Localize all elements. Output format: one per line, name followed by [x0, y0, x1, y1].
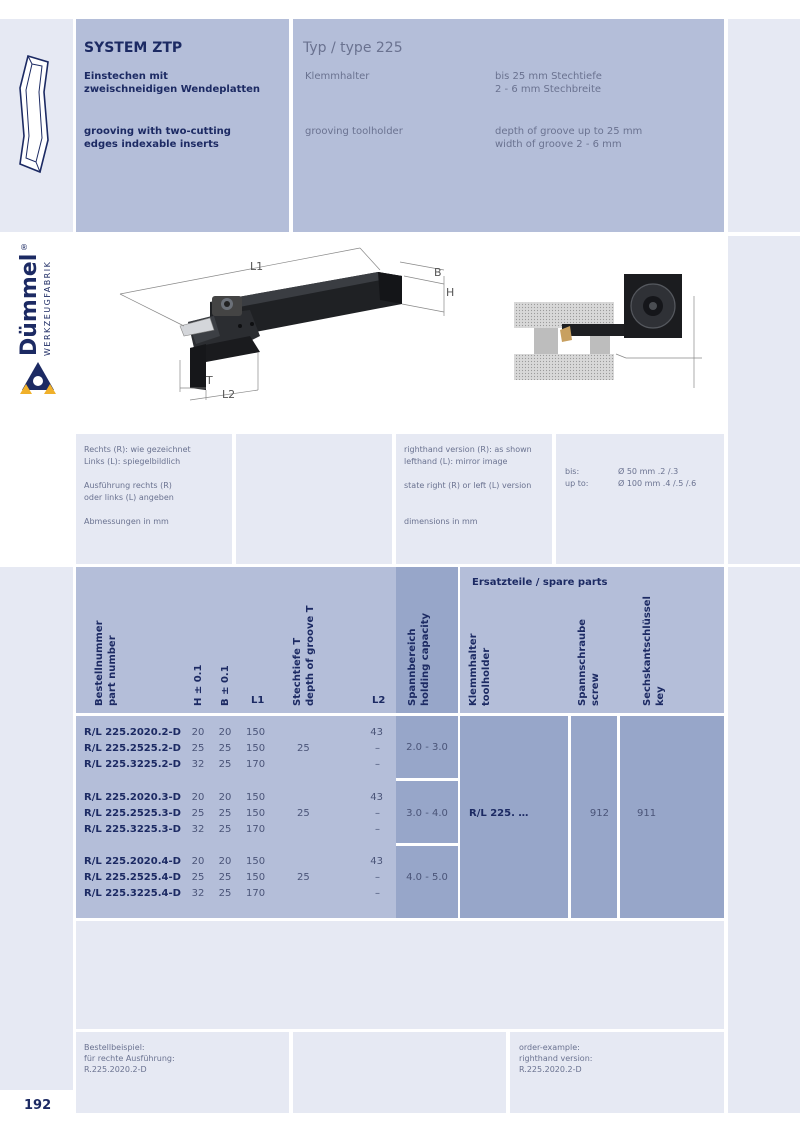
order-de-3: R.225.2020.2-D — [84, 1065, 147, 1074]
brand-subtitle: WERKZEUGFABRIK — [43, 260, 52, 356]
indexable-insert-icon — [14, 52, 54, 176]
header-holder-en: toolholder — [481, 647, 492, 706]
table-row-l1: 150 — [246, 808, 266, 819]
table-row-depth: 25 — [297, 872, 310, 883]
capacity-value-3: 4.0 - 5.0 — [406, 872, 448, 883]
order-en-3: R.225.2020.2-D — [519, 1065, 582, 1074]
table-row-l2: 43 — [370, 792, 383, 803]
table-row-b: 20 — [218, 727, 232, 738]
header-screw-en: screw — [590, 673, 601, 706]
table-row-l1: 170 — [246, 759, 266, 770]
table-row-b: 20 — [218, 792, 232, 803]
header-depth-en: depth of groove T — [305, 605, 316, 706]
header-key-de: Sechskantschlüssel — [642, 596, 653, 706]
table-row-part: R/L 225.2525.2-D — [84, 743, 181, 754]
table-row-l2: – — [375, 888, 380, 899]
dim-b-label: B — [434, 266, 442, 279]
en-desc-line-2: edges indexable inserts — [84, 139, 219, 150]
table-row-part: R/L 225.3225.3-D — [84, 824, 181, 835]
table-row-l1: 150 — [246, 856, 266, 867]
en-spec-line-1: depth of groove up to 25 mm — [495, 126, 643, 137]
table-row-part: R/L 225.2525.4-D — [84, 872, 181, 883]
note-en-4: dimensions in mm — [404, 517, 478, 526]
table-row-h: 32 — [191, 888, 205, 899]
spare-holder-value: R/L 225. … — [469, 808, 529, 819]
order-de-2: für rechte Ausführung: — [84, 1054, 175, 1063]
spare-parts-heading: Ersatzteile / spare parts — [472, 577, 608, 588]
range-label-1: bis: — [565, 467, 580, 476]
order-en-2: righthand version: — [519, 1054, 593, 1063]
header-l2: L2 — [372, 695, 386, 706]
de-desc-line-1: Einstechen mit — [84, 71, 168, 82]
right-panel-bottom — [728, 567, 800, 1113]
table-row-l1: 170 — [246, 888, 266, 899]
table-row-part: R/L 225.2020.2-D — [84, 727, 181, 738]
table-row-part: R/L 225.3225.2-D — [84, 759, 181, 770]
header-holder-de: Klemmhalter — [468, 633, 479, 706]
header-part-en: part number — [107, 635, 118, 706]
table-row-part: R/L 225.2020.3-D — [84, 792, 181, 803]
range-value-1: Ø 50 mm .2 /.3 — [618, 467, 679, 476]
range-label-2: up to: — [565, 479, 589, 488]
notes-range-block — [556, 434, 724, 564]
table-row-b: 20 — [218, 856, 232, 867]
table-row-h: 32 — [191, 824, 205, 835]
en-desc-line-1: grooving with two-cutting — [84, 126, 231, 137]
capacity-value-2: 3.0 - 4.0 — [406, 808, 448, 819]
table-row-h: 20 — [191, 727, 205, 738]
spare-key-value: 911 — [637, 808, 657, 819]
header-l1: L1 — [251, 695, 265, 706]
table-row-l1: 150 — [246, 743, 266, 754]
dim-h-label: H — [446, 286, 455, 299]
note-en-2: lefthand (L): mirror image — [404, 457, 508, 466]
table-row-b: 25 — [218, 824, 232, 835]
table-row-h: 25 — [191, 743, 205, 754]
table-row-l2: – — [375, 824, 380, 835]
header-capacity-de: Spannbereich — [407, 628, 418, 706]
note-de-4: oder links (L) angeben — [84, 493, 174, 502]
header-part-de: Bestellnummer — [94, 620, 105, 706]
key-cell — [620, 716, 724, 918]
brand-logo-icon — [20, 360, 56, 396]
header-key-en: key — [655, 686, 666, 706]
dim-l1-label: L1 — [250, 260, 264, 273]
en-spec-line-2: width of groove 2 - 6 mm — [495, 139, 622, 150]
table-row-h: 32 — [191, 759, 205, 770]
table-row-b: 25 — [218, 743, 232, 754]
note-de-5: Abmessungen in mm — [84, 517, 169, 526]
note-en-1: righthand version (R): as shown — [404, 445, 532, 454]
table-row-l2: 43 — [370, 856, 383, 867]
table-row-h: 20 — [191, 856, 205, 867]
table-row-l1: 150 — [246, 727, 266, 738]
system-title: SYSTEM ZTP — [84, 40, 183, 56]
dim-t-label: T — [206, 374, 213, 387]
table-header-left — [76, 567, 396, 713]
table-row-l1: 150 — [246, 792, 266, 803]
range-value-2: Ø 100 mm .4 /.5 /.6 — [618, 479, 697, 488]
right-panel-mid — [728, 236, 800, 564]
header-depth-de: Stechtiefe T — [292, 637, 303, 706]
note-de-2: Links (L): spiegelbildlich — [84, 457, 181, 466]
table-row-l1: 150 — [246, 872, 266, 883]
notes-empty-block — [236, 434, 392, 564]
note-de-3: Ausführung rechts (R) — [84, 481, 172, 490]
table-row-h: 20 — [191, 792, 205, 803]
grooving-application-diagram — [506, 270, 706, 395]
spare-screw-value: 912 — [589, 808, 609, 819]
table-row-b: 25 — [218, 808, 232, 819]
note-de-1: Rechts (R): wie gezeichnet — [84, 445, 191, 454]
table-row-h: 25 — [191, 872, 205, 883]
table-row-l2: – — [375, 872, 380, 883]
table-row-part: R/L 225.2525.3-D — [84, 808, 181, 819]
empty-band — [76, 921, 724, 1029]
table-row-b: 25 — [218, 888, 232, 899]
table-row-h: 25 — [191, 808, 205, 819]
header-screw-de: Spannschraube — [577, 618, 588, 706]
table-row-depth: 25 — [297, 743, 310, 754]
table-row-l2: 43 — [370, 727, 383, 738]
table-row-part: R/L 225.3225.4-D — [84, 888, 181, 899]
toolholder-drawing — [110, 240, 470, 420]
header-capacity-en: holding capacity — [420, 613, 431, 706]
table-row-l2: – — [375, 808, 380, 819]
en-holder: grooving toolholder — [305, 126, 403, 137]
order-en-1: order-example: — [519, 1043, 580, 1052]
order-empty-block — [293, 1032, 506, 1113]
page-number: 192 — [24, 1098, 52, 1113]
de-desc-line-2: zweischneidigen Wendeplatten — [84, 84, 261, 95]
table-row-depth: 25 — [297, 808, 310, 819]
table-row-l1: 170 — [246, 824, 266, 835]
table-row-l2: – — [375, 759, 380, 770]
type-title: Typ / type 225 — [303, 40, 403, 56]
de-spec-line-2: 2 - 6 mm Stechbreite — [495, 84, 602, 95]
table-row-b: 25 — [218, 759, 232, 770]
right-panel-top — [728, 19, 800, 232]
dim-l2-label: L2 — [222, 388, 236, 401]
note-en-3: state right (R) or left (L) version — [404, 481, 532, 490]
de-holder: Klemmhalter — [305, 71, 370, 82]
table-row-part: R/L 225.2020.4-D — [84, 856, 181, 867]
capacity-value-1: 2.0 - 3.0 — [406, 742, 448, 753]
header-h: H ± 0.1 — [193, 664, 204, 706]
brand-registered-mark: ® — [20, 243, 28, 252]
table-row-l2: – — [375, 743, 380, 754]
order-de-1: Bestellbeispiel: — [84, 1043, 145, 1052]
table-row-b: 25 — [218, 872, 232, 883]
left-panel-bottom — [0, 567, 73, 1090]
header-b: B ± 0.1 — [220, 665, 231, 706]
de-spec-line-1: bis 25 mm Stechtiefe — [495, 71, 602, 82]
brand-name: Dümmel — [17, 253, 42, 356]
